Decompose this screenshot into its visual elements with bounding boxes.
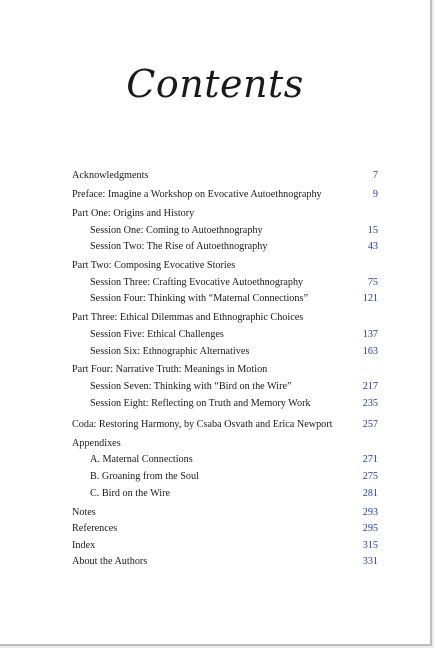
toc-entry-label: Coda: Restoring Harmony, by Csaba Osvath and Erica Newport [72,418,333,430]
toc-entry[interactable] [72,277,378,294]
toc-entry-label: Session Five: Ethical Challenges [90,328,224,340]
toc-entry-label: A. Maternal Connections [90,454,193,466]
toc-entry-label: Notes [72,506,96,518]
toc-entry-label: Session Three: Crafting Evocative Autoethnography [90,276,304,288]
toc-entry[interactable] [72,346,378,363]
toc-entry[interactable] [72,329,378,346]
toc-entry-label: C. Bird on the Wire [90,487,171,499]
toc-page-number: 121 [362,293,378,305]
toc-page-number: 137 [362,328,378,340]
toc-entry-label: Appendixes [72,437,121,449]
toc-part-heading [72,208,378,225]
toc-entry-label: Session Four: Thinking with “Maternal Connections” [90,293,308,305]
table-of-contents [72,170,378,573]
toc-page-number: 257 [362,418,378,430]
toc-page-number: 331 [362,556,378,568]
toc-page-number: 271 [362,454,378,466]
toc-entry-label: Acknowledgments [72,170,149,181]
toc-page-number: 163 [362,345,378,357]
toc-page-number: 315 [362,539,378,551]
toc-page-number: 235 [362,397,378,409]
toc-entry[interactable] [72,488,378,505]
toc-entry[interactable] [72,540,378,557]
toc-entry[interactable] [72,454,378,471]
toc-entry-label: Session One: Coming to Autoethnography [90,224,263,236]
toc-entry-label: B. Groaning from the Soul [90,471,199,483]
toc-entry[interactable] [72,419,378,436]
toc-entry-label: References [72,523,118,535]
toc-part-heading [72,312,378,329]
toc-page-number: 275 [362,471,378,483]
toc-entry[interactable] [72,507,378,524]
toc-page-number: 43 [367,241,378,253]
toc-entry[interactable] [72,189,378,206]
toc-part-heading [72,438,378,455]
toc-entry-label: Session Two: The Rise of Autoethnography [90,241,268,253]
toc-entry-label: Part Three: Ethical Dilemmas and Ethnographic Choices [72,312,304,324]
toc-entry-label: Session Six: Ethnographic Alternatives [90,345,250,357]
toc-page-number: 295 [362,523,378,535]
toc-entry[interactable] [72,241,378,258]
toc-page-number: 293 [362,506,378,518]
toc-page-number: 15 [367,224,378,236]
toc-page-number: 7 [372,170,378,181]
toc-entry-label: About the Authors [72,556,148,568]
toc-entry[interactable] [72,523,378,540]
toc-page-number: 281 [362,487,378,499]
toc-entry-label: Part One: Origins and History [72,207,195,219]
page-title: Contents [126,62,304,106]
toc-page-number: 217 [362,381,378,393]
toc-entry-label: Session Seven: Thinking with “Bird on the Wire” [90,381,292,393]
toc-entry[interactable] [72,293,378,310]
toc-part-heading [72,364,378,381]
toc-part-heading [72,260,378,277]
toc-entry-label: Preface: Imagine a Workshop on Evocative Autoethnography [72,188,322,200]
toc-entry-label: Session Eight: Reflecting on Truth and Memory Work [90,397,311,409]
toc-entry[interactable] [72,225,378,242]
toc-entry-label: Index [72,539,96,551]
toc-entry-label: Part Four: Narrative Truth: Meanings in Motion [72,364,268,376]
toc-page-number: 75 [367,276,378,288]
toc-entry[interactable] [72,398,378,415]
toc-entry[interactable] [72,381,378,398]
toc-entry[interactable] [72,170,378,187]
toc-entry-label: Part Two: Composing Evocative Stories [72,260,236,272]
toc-entry[interactable] [72,471,378,488]
toc-page-number: 9 [372,188,378,200]
toc-entry[interactable] [72,556,378,573]
